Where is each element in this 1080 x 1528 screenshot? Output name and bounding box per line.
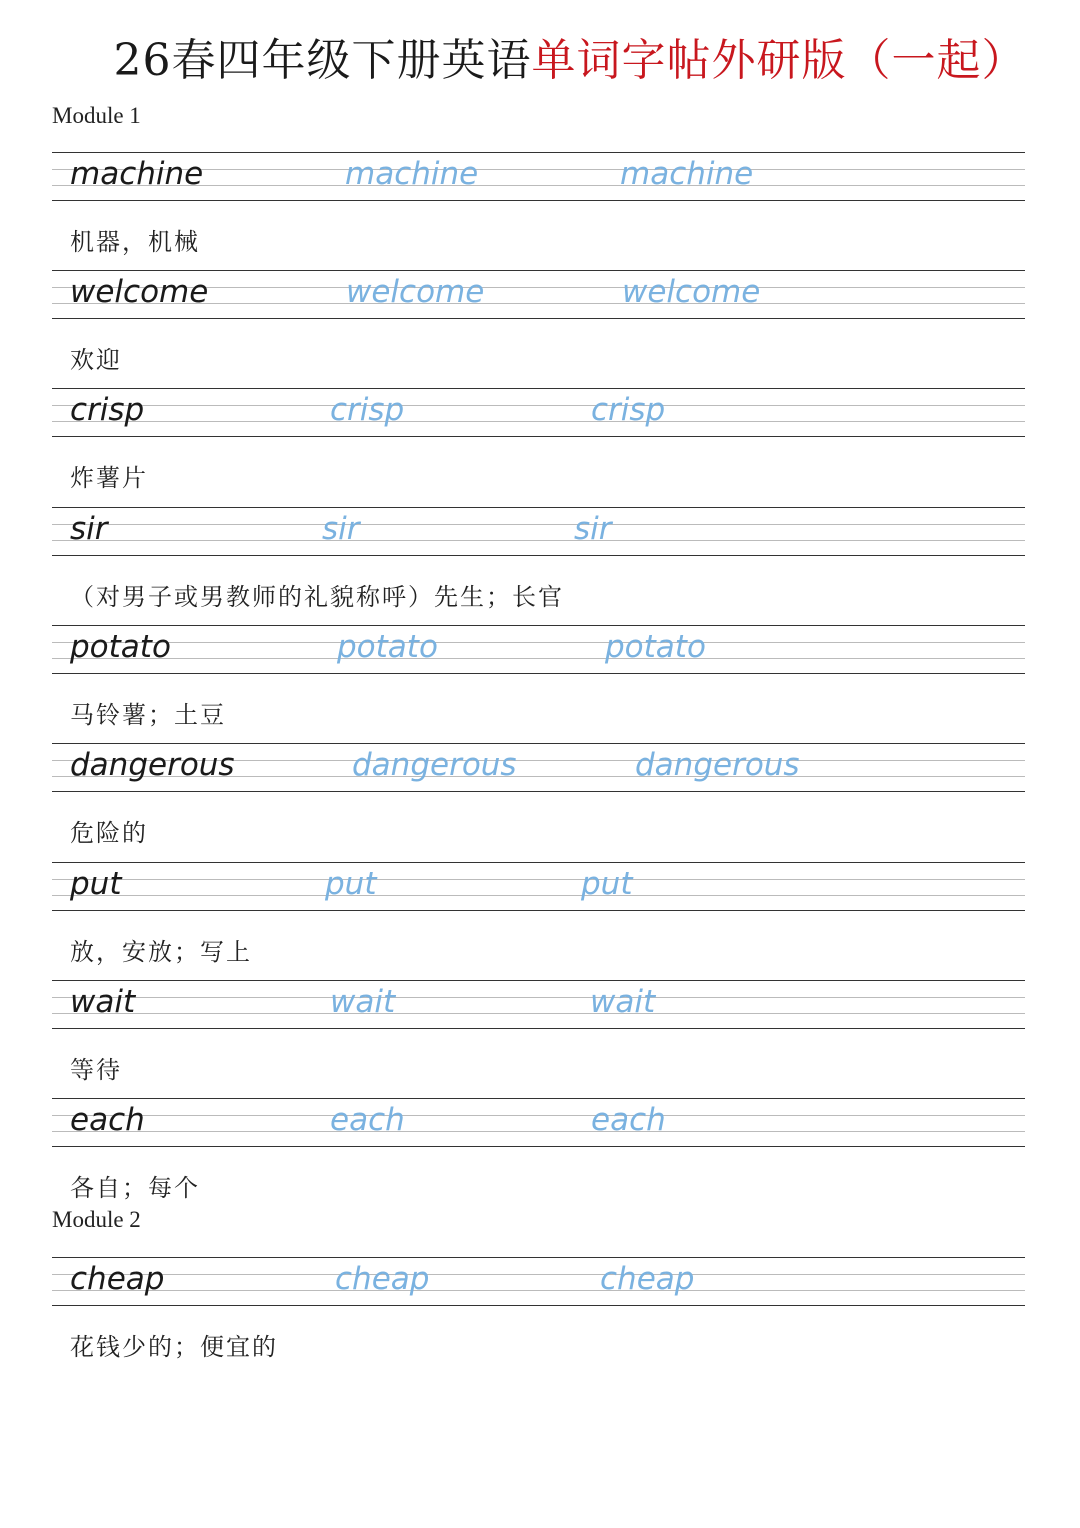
guide-line-bottom [52, 1146, 1025, 1147]
word-trace-2: wait [590, 984, 656, 1020]
guide-line [52, 642, 1025, 643]
guide-line-top [52, 862, 1025, 863]
word-trace-1: put [325, 866, 377, 902]
word-trace-2: put [581, 866, 633, 902]
word-meaning: 放，安放；写上 [70, 938, 252, 966]
guide-line [52, 405, 1025, 406]
guide-line [52, 1115, 1025, 1116]
word-meaning: 等待 [70, 1056, 122, 1084]
guide-line [52, 879, 1025, 880]
guide-line-top [52, 625, 1025, 626]
guide-line-top [52, 980, 1025, 981]
word-trace-2: crisp [591, 392, 666, 428]
word-trace-1: potato [337, 629, 438, 665]
word-model: welcome [70, 274, 209, 310]
module-1-label: Module 1 [52, 103, 141, 128]
guide-line-bottom [52, 910, 1025, 911]
word-trace-1: dangerous [352, 747, 517, 783]
guide-line-top [52, 152, 1025, 153]
word-model: machine [70, 156, 204, 192]
word-meaning: 马铃薯；土豆 [70, 701, 226, 729]
word-model: cheap [70, 1261, 165, 1297]
word-trace-2: machine [620, 156, 754, 192]
word-model: dangerous [70, 747, 235, 783]
word-trace-1: crisp [330, 392, 405, 428]
word-meaning: 欢迎 [70, 346, 122, 374]
page-title [0, 30, 1080, 92]
word-trace-1: each [330, 1102, 405, 1138]
word-trace-1: welcome [346, 274, 485, 310]
word-meaning: （对男子或男教师的礼貌称呼）先生；长官 [70, 583, 564, 611]
guide-line-bottom [52, 200, 1025, 201]
word-trace-1: cheap [335, 1261, 430, 1297]
guide-line-top [52, 743, 1025, 744]
word-meaning: 机器，机械 [70, 228, 200, 256]
word-meaning: 各自；每个 [70, 1174, 200, 1202]
guide-line-bottom [52, 791, 1025, 792]
word-meaning: 危险的 [70, 819, 148, 847]
guide-line-top [52, 1098, 1025, 1099]
word-trace-2: dangerous [635, 747, 800, 783]
guide-line [52, 421, 1025, 422]
guide-line [52, 524, 1025, 525]
word-trace-2: cheap [600, 1261, 695, 1297]
module-2-label: Module 2 [52, 1207, 141, 1232]
word-model: put [70, 866, 122, 902]
word-trace-2: welcome [622, 274, 761, 310]
guide-line [52, 1131, 1025, 1132]
word-trace-2: potato [605, 629, 706, 665]
title-red-part: 单词字帖外研版（一起） [531, 35, 1027, 86]
guide-line-top [52, 270, 1025, 271]
word-entry [0, 1098, 1080, 1258]
title-black-part: 26春四年级下册英语 [113, 35, 532, 86]
word-model: crisp [70, 392, 145, 428]
guide-line-bottom [52, 318, 1025, 319]
guide-line-top [52, 1257, 1025, 1258]
word-model: potato [70, 629, 171, 665]
word-trace-1: wait [330, 984, 396, 1020]
word-trace-1: sir [322, 511, 360, 547]
word-entry [0, 1257, 1080, 1417]
guide-line-bottom [52, 436, 1025, 437]
guide-line-bottom [52, 1305, 1025, 1306]
word-model: each [70, 1102, 145, 1138]
word-model: sir [70, 511, 108, 547]
word-model: wait [70, 984, 136, 1020]
word-trace-1: machine [345, 156, 479, 192]
word-trace-2: each [591, 1102, 666, 1138]
guide-line-top [52, 507, 1025, 508]
guide-line [52, 1290, 1025, 1291]
guide-line-bottom [52, 1028, 1025, 1029]
guide-line-bottom [52, 673, 1025, 674]
guide-line [52, 540, 1025, 541]
guide-line [52, 895, 1025, 896]
guide-line-bottom [52, 555, 1025, 556]
word-trace-2: sir [574, 511, 612, 547]
guide-line [52, 658, 1025, 659]
guide-line [52, 997, 1025, 998]
guide-line [52, 1274, 1025, 1275]
word-meaning: 炸薯片 [70, 464, 148, 492]
guide-line [52, 1013, 1025, 1014]
word-meaning: 花钱少的；便宜的 [70, 1333, 278, 1361]
guide-line-top [52, 388, 1025, 389]
